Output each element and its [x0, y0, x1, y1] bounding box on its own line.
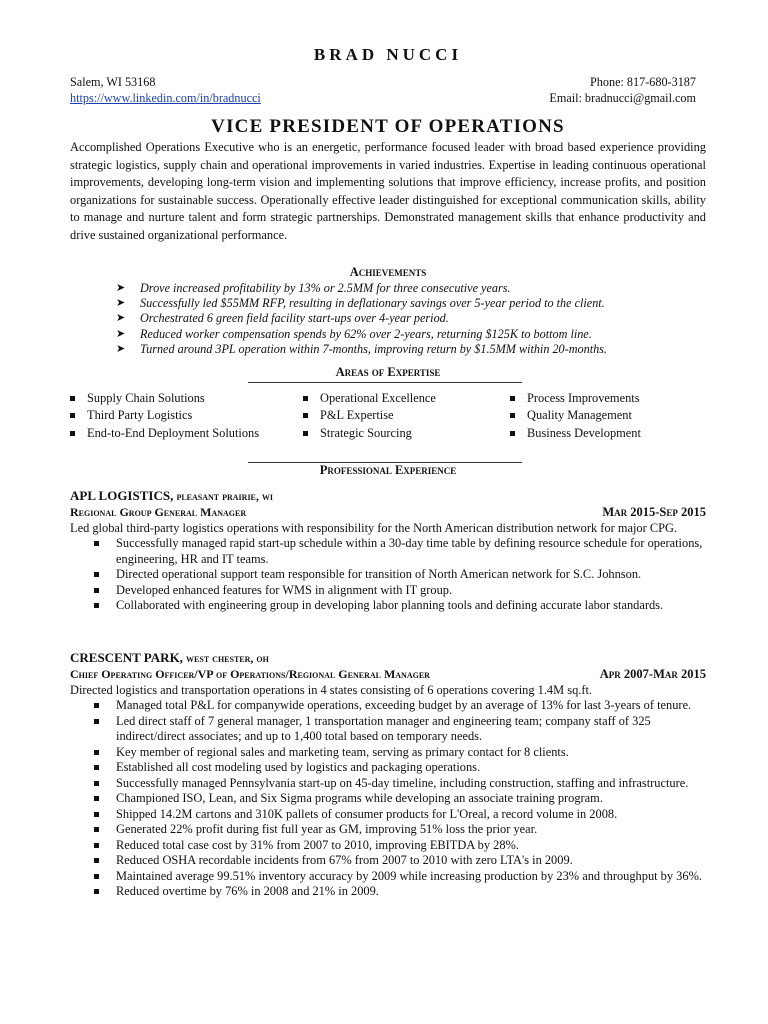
linkedin-link[interactable]: https://www.linkedin.com/in/bradnucci — [70, 91, 261, 105]
summary-paragraph: Accomplished Operations Executive who is an energetic, performance focused leader with broad based experience providing strategic logistics, supply chain and operational improvements in varied industries. Expertise in leading continuous operational improvements, developing long-term vision and implementing solutions that improve efficiency, increase profits, and position organizations for sustainable success. Operationally effective leader distinguished for exceptional communication skills, ability to manage and nurture talent and form strategic partnerships. Demonstrated management skills that enhance productivity and drive sustained organizational performance. — [70, 140, 706, 242]
company-name: CRESCENT PARK, — [70, 650, 183, 665]
arrow-bullet-icon: ➤ — [116, 297, 126, 310]
company-name: APL LOGISTICS, — [70, 488, 174, 503]
square-bullet-icon — [94, 719, 99, 724]
arrow-bullet-icon: ➤ — [116, 312, 126, 325]
contact-left — [70, 74, 261, 106]
expertise-col-1 — [70, 390, 259, 442]
list-item: ➤ Turned around 3PL operation within 7-months, improving return by $1.5MM within 20-months. — [116, 341, 607, 356]
list-item: ➤ Drove increased profitability by 13% or 2.5MM for three consecutive years. — [116, 281, 511, 295]
list-item: Business Development — [510, 425, 641, 442]
contact-right — [549, 74, 696, 106]
arrow-bullet-icon: ➤ — [116, 327, 126, 340]
list-item: Reduced OSHA recordable incidents from 67% from 2007 to 2010 with zero LTA's in 2009. — [70, 853, 706, 869]
list-item: ➤ Reduced worker compensation spends by 62% over 2-years, returning $125K to bottom line. — [116, 326, 592, 341]
job-dates: Apr 2007-Mar 2015 — [599, 666, 706, 681]
square-bullet-icon — [94, 843, 99, 848]
phone-text: Phone: 817-680-3187 — [590, 75, 696, 89]
list-item: Generated 22% profit during fist full year as GM, improving 51% loss the prior year. — [70, 822, 706, 838]
list-item: Reduced overtime by 76% in 2008 and 21% in 2009. — [70, 884, 706, 900]
square-bullet-icon — [70, 431, 75, 436]
list-item: End-to-End Deployment Solutions — [70, 425, 259, 442]
list-item: Key member of regional sales and marketing team, serving as primary contact for 8 clients. — [70, 745, 706, 761]
list-item: Developed enhanced features for WMS in alignment with IT group. — [70, 583, 706, 599]
list-item: Led direct staff of 7 general manager, 1 transportation manager and engineering team; company staff of 325 indirect/direct associates; and up to 1,400 total based on temporary needs. — [70, 714, 706, 745]
list-item: Collaborated with engineering group in developing labor planning tools and defining accurate labor standards. — [70, 598, 706, 614]
square-bullet-icon — [510, 431, 515, 436]
location-text: Salem, WI 53168 — [70, 75, 156, 89]
job-apl-logistics — [70, 488, 706, 614]
list-item: ➤ Orchestrated 6 green field facility start-ups over 4-year period. — [116, 311, 449, 326]
square-bullet-icon — [303, 413, 308, 418]
list-item: Strategic Sourcing — [303, 425, 436, 442]
list-item: P&L Expertise — [303, 407, 436, 424]
target-title: VICE PRESIDENT OF OPERATIONS — [211, 116, 565, 137]
square-bullet-icon — [94, 588, 99, 593]
square-bullet-icon — [94, 703, 99, 708]
company-location: west chester, oh — [186, 651, 269, 665]
achievements-heading: Achievements — [349, 265, 427, 279]
list-item: Established all cost modeling used by logistics and packaging operations. — [70, 760, 706, 776]
square-bullet-icon — [303, 431, 308, 436]
job-crescent-park — [70, 650, 706, 900]
job-bullets — [70, 536, 706, 614]
list-item: Process Improvements — [510, 390, 641, 407]
square-bullet-icon — [94, 781, 99, 786]
list-item: Operational Excellence — [303, 390, 436, 407]
square-bullet-icon — [510, 413, 515, 418]
list-item: Shipped 14.2M cartons and 310K pallets of consumer products for L'Oreal, a record volume in 2008. — [70, 807, 706, 823]
list-item: Third Party Logistics — [70, 407, 259, 424]
square-bullet-icon — [70, 396, 75, 401]
list-item: Maintained average 99.51% inventory accuracy by 2009 while increasing production by 23% and throughput by 36%. — [70, 869, 706, 885]
square-bullet-icon — [94, 874, 99, 879]
list-item: Directed operational support team responsible for transition of North American network for S.C. Johnson. — [70, 567, 706, 583]
candidate-name: BRAD NUCCI — [313, 45, 463, 64]
square-bullet-icon — [94, 796, 99, 801]
list-item: Managed total P&L for companywide operations, exceeding budget by an average of 13% for last 3-years of tenure. — [70, 698, 706, 714]
square-bullet-icon — [94, 765, 99, 770]
company-location: pleasant prairie, wi — [176, 489, 274, 503]
list-item: Supply Chain Solutions — [70, 390, 259, 407]
arrow-bullet-icon: ➤ — [116, 342, 126, 355]
job-role: Regional Group General Manager — [70, 504, 247, 519]
square-bullet-icon — [94, 750, 99, 755]
square-bullet-icon — [94, 541, 99, 546]
square-bullet-icon — [94, 827, 99, 832]
job-dates: Mar 2015-Sep 2015 — [602, 504, 706, 519]
square-bullet-icon — [94, 812, 99, 817]
divider — [248, 382, 522, 383]
job-summary: Led global third-party logistics operations with responsibility for the North American distribution network for major CPG. — [70, 520, 678, 535]
list-item: Championed ISO, Lean, and Six Sigma programs while developing an associate training program. — [70, 791, 706, 807]
list-item: ➤ Successfully led $55MM RFP, resulting in deflationary savings over 5-year period to the client. — [116, 296, 605, 311]
experience-heading: Professional Experience — [319, 463, 457, 477]
list-item: Successfully managed rapid start-up schedule within a 30-day time table by defining resource schedule for operations, engineering, HR and IT teams. — [70, 536, 706, 567]
square-bullet-icon — [303, 396, 308, 401]
expertise-heading: Areas of Expertise — [335, 365, 441, 379]
arrow-bullet-icon: ➤ — [116, 282, 126, 294]
job-bullets — [70, 698, 706, 900]
square-bullet-icon — [94, 603, 99, 608]
email-text: Email: bradnucci@gmail.com — [549, 91, 696, 105]
square-bullet-icon — [94, 858, 99, 863]
square-bullet-icon — [94, 889, 99, 894]
square-bullet-icon — [510, 396, 515, 401]
list-item: Reduced total case cost by 31% from 2007 to 2010, improving EBITDA by 28%. — [70, 838, 706, 854]
expertise-col-3 — [510, 390, 641, 442]
square-bullet-icon — [94, 572, 99, 577]
achievements-list — [116, 281, 716, 357]
expertise-col-2 — [303, 390, 436, 442]
job-role: Chief Operating Officer/VP of Operations/Regional General Manager — [70, 666, 430, 681]
list-item: Quality Management — [510, 407, 641, 424]
list-item: Successfully managed Pennsylvania start-up on 45-day timeline, including construction, staffing and infrastructure. — [70, 776, 706, 792]
square-bullet-icon — [70, 413, 75, 418]
job-summary: Directed logistics and transportation operations in 4 states consisting of 6 operations covering 1.4M sq.ft. — [70, 682, 593, 697]
